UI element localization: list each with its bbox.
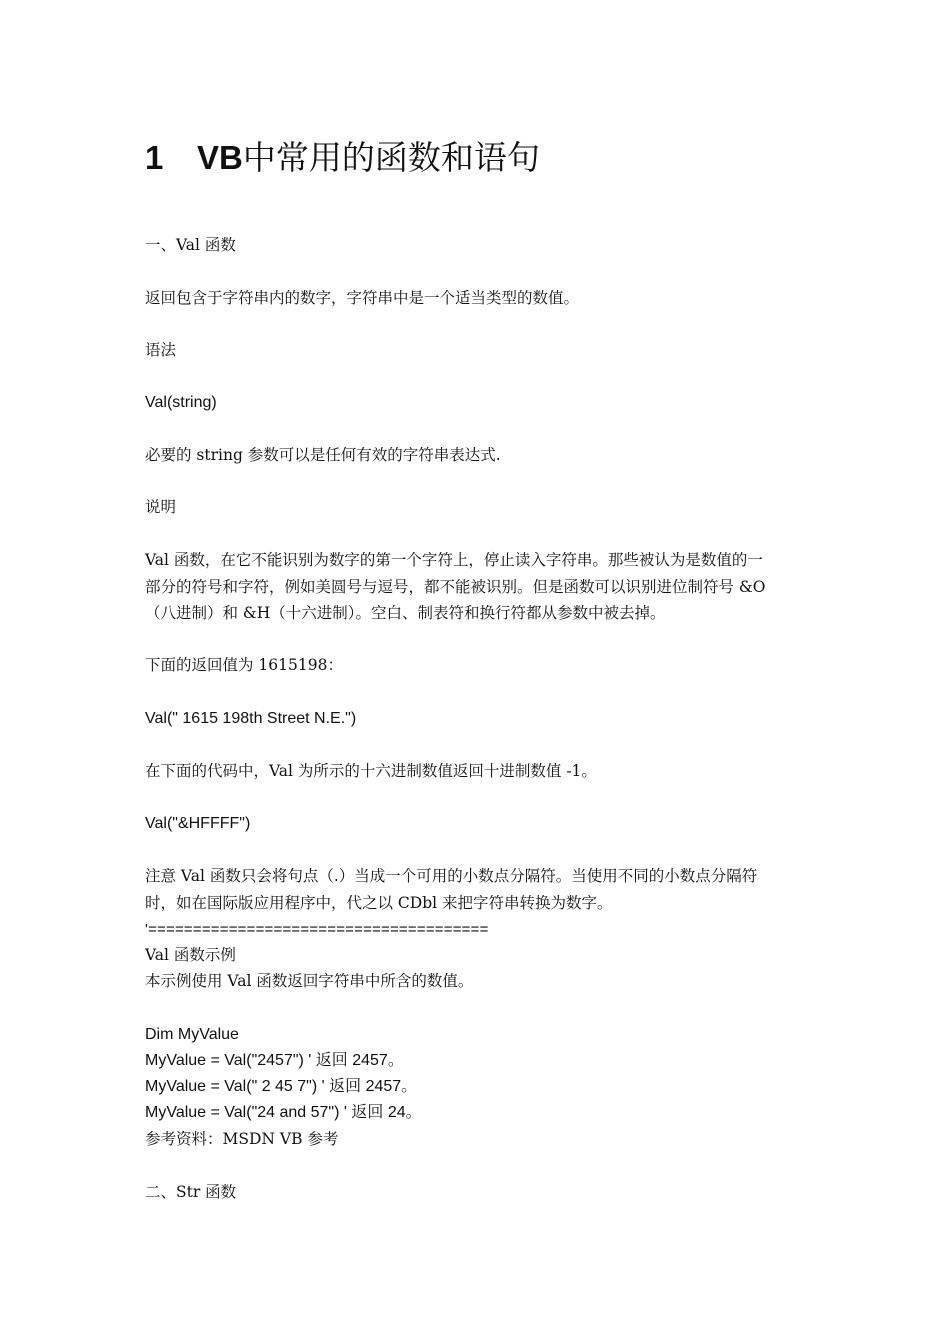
- remarks-line: Val 函数，在它不能识别为数字的第一个字符上，停止读入字符串。那些被认为是数值的一: [145, 551, 763, 569]
- title-text: 中常用的函数和语句: [242, 138, 540, 177]
- remarks-line: 部分的符号和字符，例如美圆号与逗号，都不能被识别。但是函数可以识别进位制符号 &O: [145, 577, 766, 596]
- note-line: 注意 Val 函数只会将句点（.）当成一个可用的小数点分隔符。当使用不同的小数点分隔符: [145, 867, 758, 885]
- str-section-heading: 二、Str 函数: [145, 1183, 237, 1201]
- code-line: MyValue = Val(" 2 45 7") ' 返回 2457。: [145, 1078, 418, 1095]
- separator-line: '======================================: [145, 921, 489, 938]
- syntax-code: Val(string): [145, 394, 217, 411]
- remarks-paragraph: [145, 547, 813, 627]
- code-line: Dim MyValue: [145, 1026, 239, 1043]
- remarks-label: 说明: [145, 498, 177, 516]
- example-code-2: Val("&HFFFF"): [145, 815, 251, 832]
- code-line: MyValue = Val("24 and 57") ' 返回 24。: [145, 1104, 422, 1121]
- example-code-1: Val(" 1615 198th Street N.E."): [145, 710, 357, 727]
- syntax-label: 语法: [145, 341, 177, 359]
- note-paragraph: [145, 863, 813, 916]
- val-description: 返回包含于字符串内的数字，字符串中是一个适当类型的数值。: [145, 289, 580, 307]
- title-number: 1: [145, 139, 164, 176]
- code-line: MyValue = Val("2457") ' 返回 2457。: [145, 1052, 404, 1069]
- val-section-heading: 一、Val 函数: [145, 236, 236, 254]
- reference-text: 参考资料：MSDN VB 参考: [145, 1130, 339, 1148]
- remarks-line: （八进制）和 &H（十六进制）。空白、制表符和换行符都从参数中被去掉。: [145, 604, 666, 622]
- param-description: 必要的 string 参数可以是任何有效的字符串表达式.: [145, 446, 501, 464]
- note-line: 时，如在国际版应用程序中，代之以 CDbl 来把字符串转换为数字。: [145, 893, 613, 912]
- returns-text: 下面的返回值为 1615198：: [145, 656, 343, 674]
- title-vb: VB: [197, 139, 243, 176]
- hex-text: 在下面的代码中，Val 为所示的十六进制数值返回十进制数值 -1。: [145, 762, 597, 780]
- example-description: 本示例使用 Val 函数返回字符串中所含的数值。: [145, 972, 474, 990]
- page-title: [145, 136, 540, 180]
- example-title: Val 函数示例: [145, 946, 236, 964]
